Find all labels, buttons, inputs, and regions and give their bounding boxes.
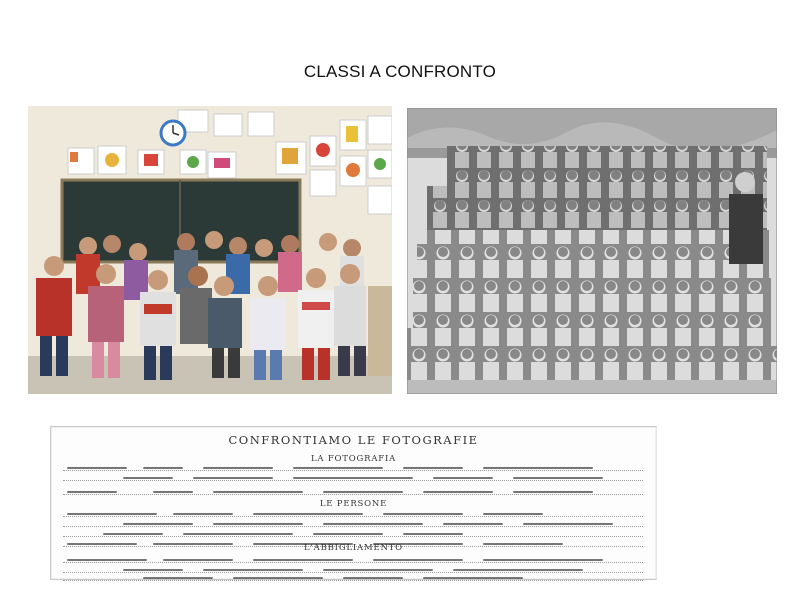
modern-class-photo [28,106,392,394]
handwritten-line [63,485,643,495]
page-title: CLASSI A CONFRONTO [303,62,497,81]
handwritten-line [63,461,643,471]
handwritten-line [63,553,643,563]
historic-class-photo-illustration [407,108,777,394]
handwritten-line [63,507,643,517]
handwritten-line [63,517,643,527]
children-rows [407,146,777,382]
handwritten-line [63,571,643,581]
historic-class-photo [407,108,777,394]
section-abbigliamento: L'ABBIGLIAMENTO [304,543,403,553]
section-le-persone: LE PERSONE [319,499,388,509]
modern-class-photo-illustration [28,106,392,394]
worksheet-title: CONFRONTIAMO LE FOTOGRAFIE [228,433,479,447]
section-la-fotografia: LA FOTOGRAFIA [310,454,397,464]
wall-clock-icon [161,121,185,145]
handwritten-line [63,471,643,481]
comparison-worksheet [50,426,657,580]
handwritten-line [63,527,643,537]
